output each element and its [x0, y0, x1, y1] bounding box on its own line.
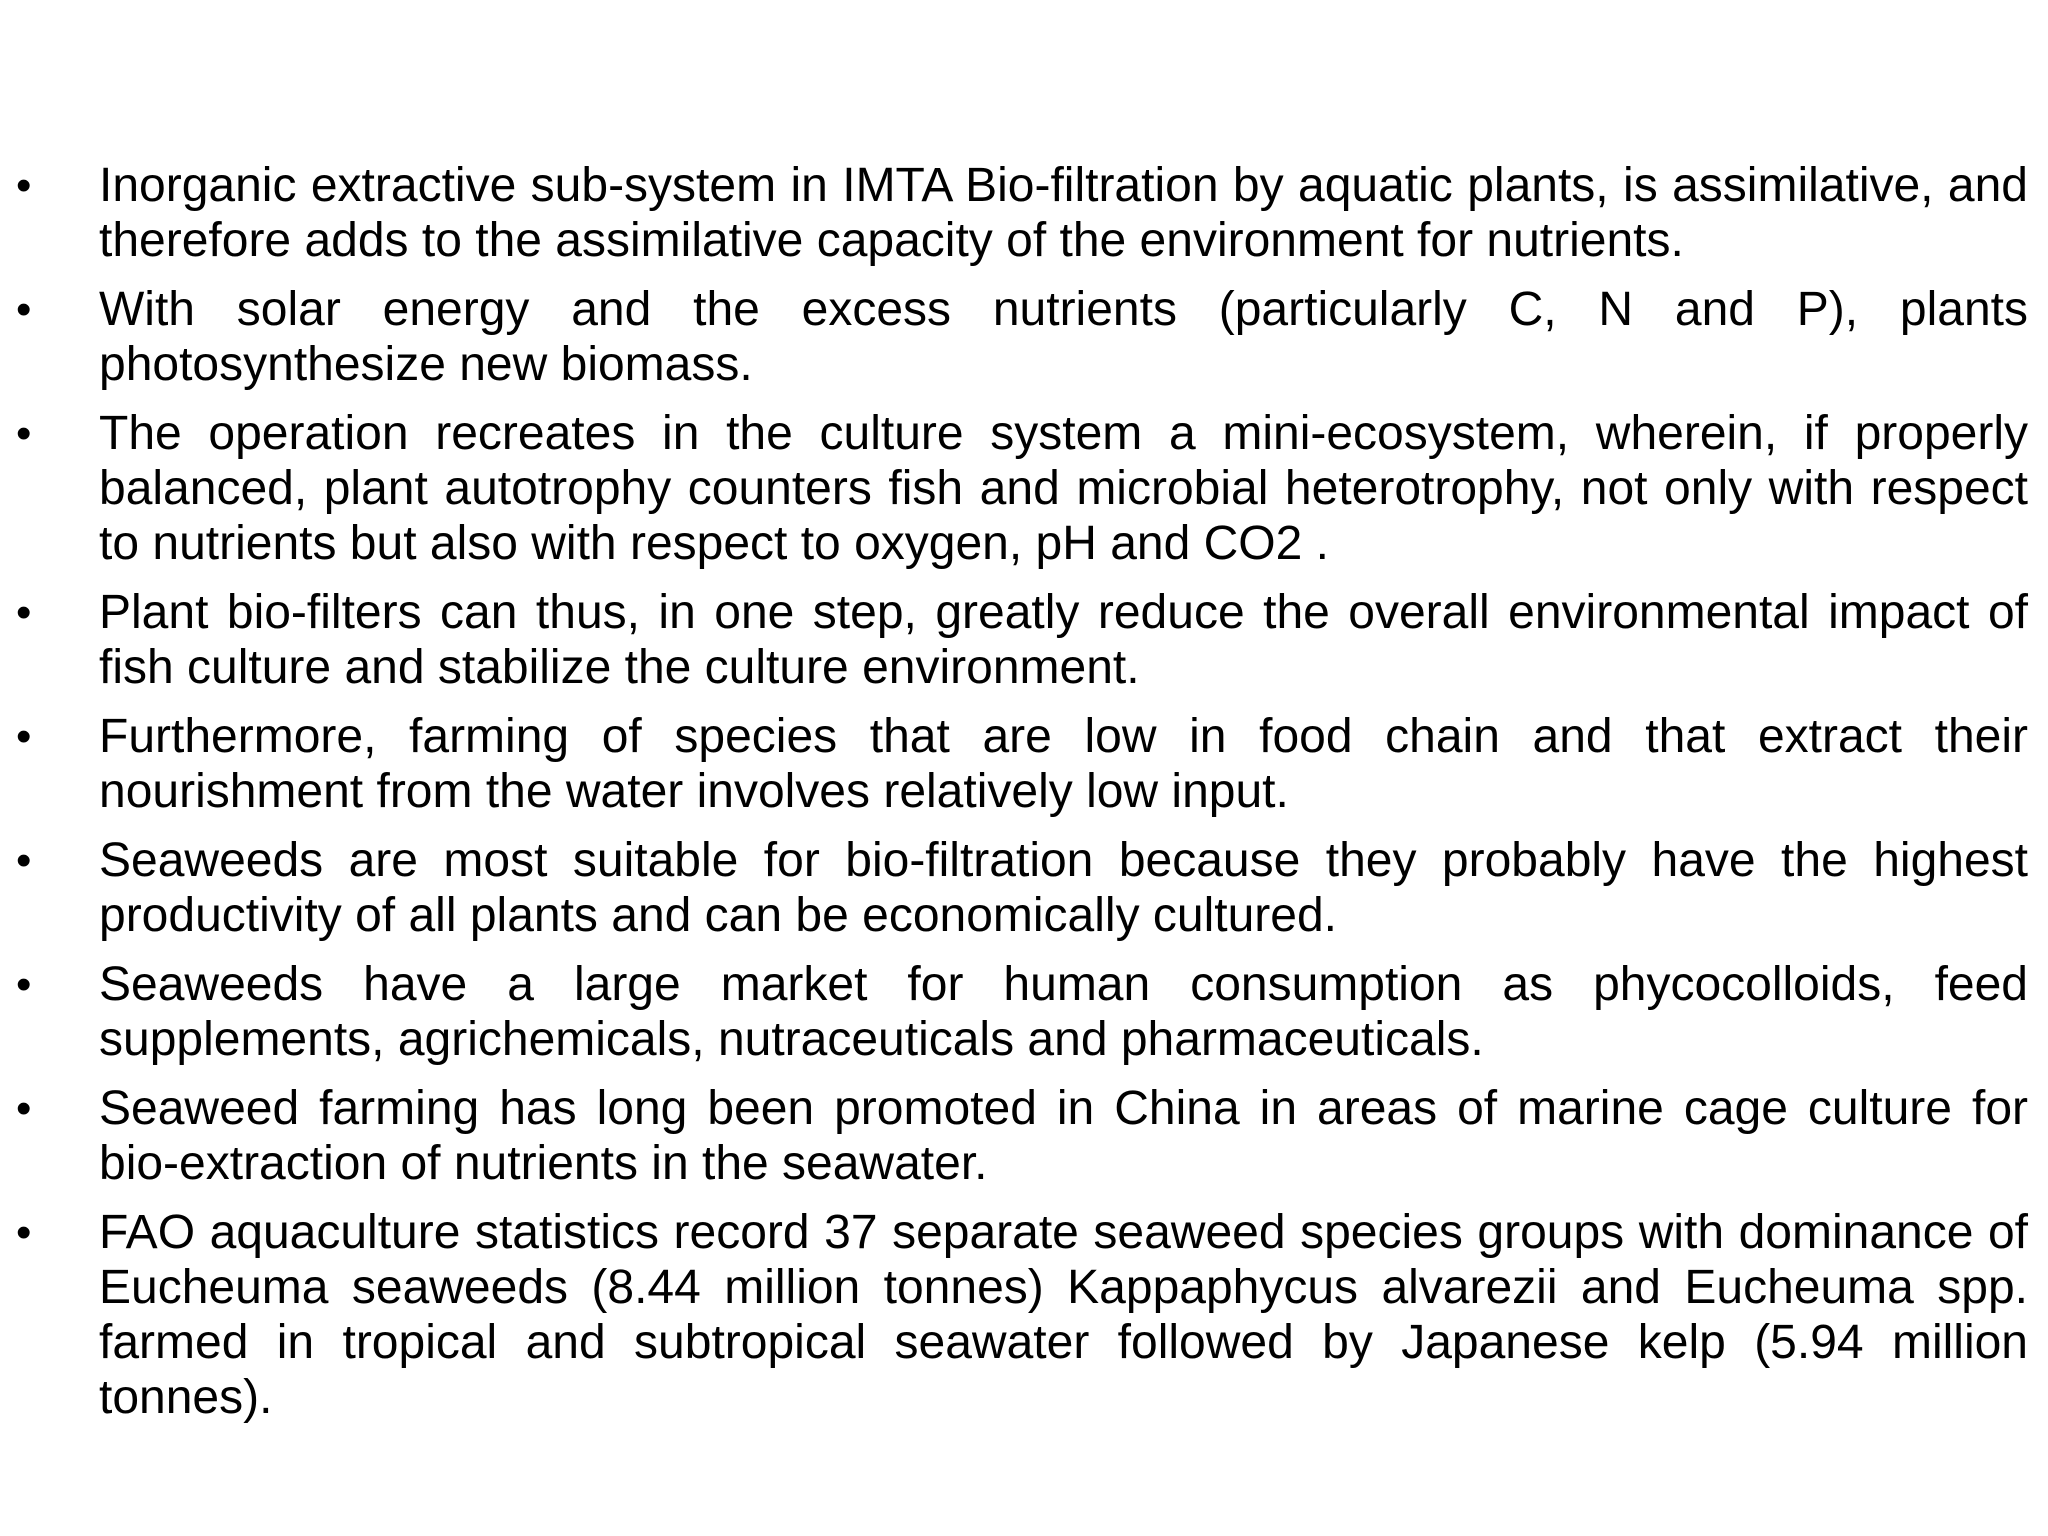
bullet-dot-icon: •	[16, 960, 32, 1009]
bullet-list	[0, 158, 2040, 1439]
bullet-item-6	[0, 833, 2040, 943]
bullet-dot-icon: •	[16, 161, 32, 210]
bullet-dot-icon: •	[16, 409, 32, 458]
bullet-dot-icon: •	[16, 285, 32, 334]
bullet-text: Seaweed farming has long been promoted in China in areas of marine cage culture for bio-extraction of nutrients in the seawater.	[99, 1082, 2028, 1190]
bullet-dot-icon: •	[16, 1084, 32, 1133]
bullet-text: Plant bio-filters can thus, in one step, greatly reduce the overall environmental impact of fish culture and stabilize the culture environment.	[99, 586, 2028, 694]
bullet-text: Inorganic extractive sub-system in IMTA Bio-filtration by aquatic plants, is assimilative, and therefore adds to the assimilative capacity of the environment for nutrients.	[99, 159, 2028, 267]
bullet-text: With solar energy and the excess nutrients (particularly C, N and P), plants photosynthesize new biomass.	[99, 283, 2028, 391]
bullet-item-7	[0, 957, 2040, 1067]
bullet-item-1	[0, 158, 2040, 268]
bullet-dot-icon: •	[16, 836, 32, 885]
bullet-text: Furthermore, farming of species that are low in food chain and that extract their nourishment from the water involves relatively low input.	[99, 710, 2028, 818]
bullet-text: FAO aquaculture statistics record 37 separate seaweed species groups with dominance of Eucheuma seaweeds (8.44 million tonnes) Kappaphycus alvarezii and Eucheuma spp. farmed in tropical and subtropical seawater followed by Japanese kelp (5.94 million tonnes).	[99, 1206, 2028, 1424]
bullet-text: Seaweeds are most suitable for bio-filtration because they probably have the highest productivity of all plants and can be economically cultured.	[99, 834, 2028, 942]
bullet-dot-icon: •	[16, 1208, 32, 1257]
bullet-dot-icon: •	[16, 588, 32, 637]
bullet-text: Seaweeds have a large market for human consumption as phycocolloids, feed supplements, agrichemicals, nutraceuticals and pharmaceuticals.	[99, 958, 2028, 1066]
bullet-item-3	[0, 406, 2040, 571]
bullet-item-2	[0, 282, 2040, 392]
bullet-text: The operation recreates in the culture system a mini-ecosystem, wherein, if properly balanced, plant autotrophy counters fish and microbial heterotrophy, not only with respect to nutrients but also with respect to oxygen, pH and CO2 .	[99, 407, 2028, 570]
bullet-item-8	[0, 1081, 2040, 1191]
bullet-dot-icon: •	[16, 712, 32, 761]
bullet-item-9	[0, 1205, 2040, 1425]
bullet-item-5	[0, 709, 2040, 819]
bullet-item-4	[0, 585, 2040, 695]
